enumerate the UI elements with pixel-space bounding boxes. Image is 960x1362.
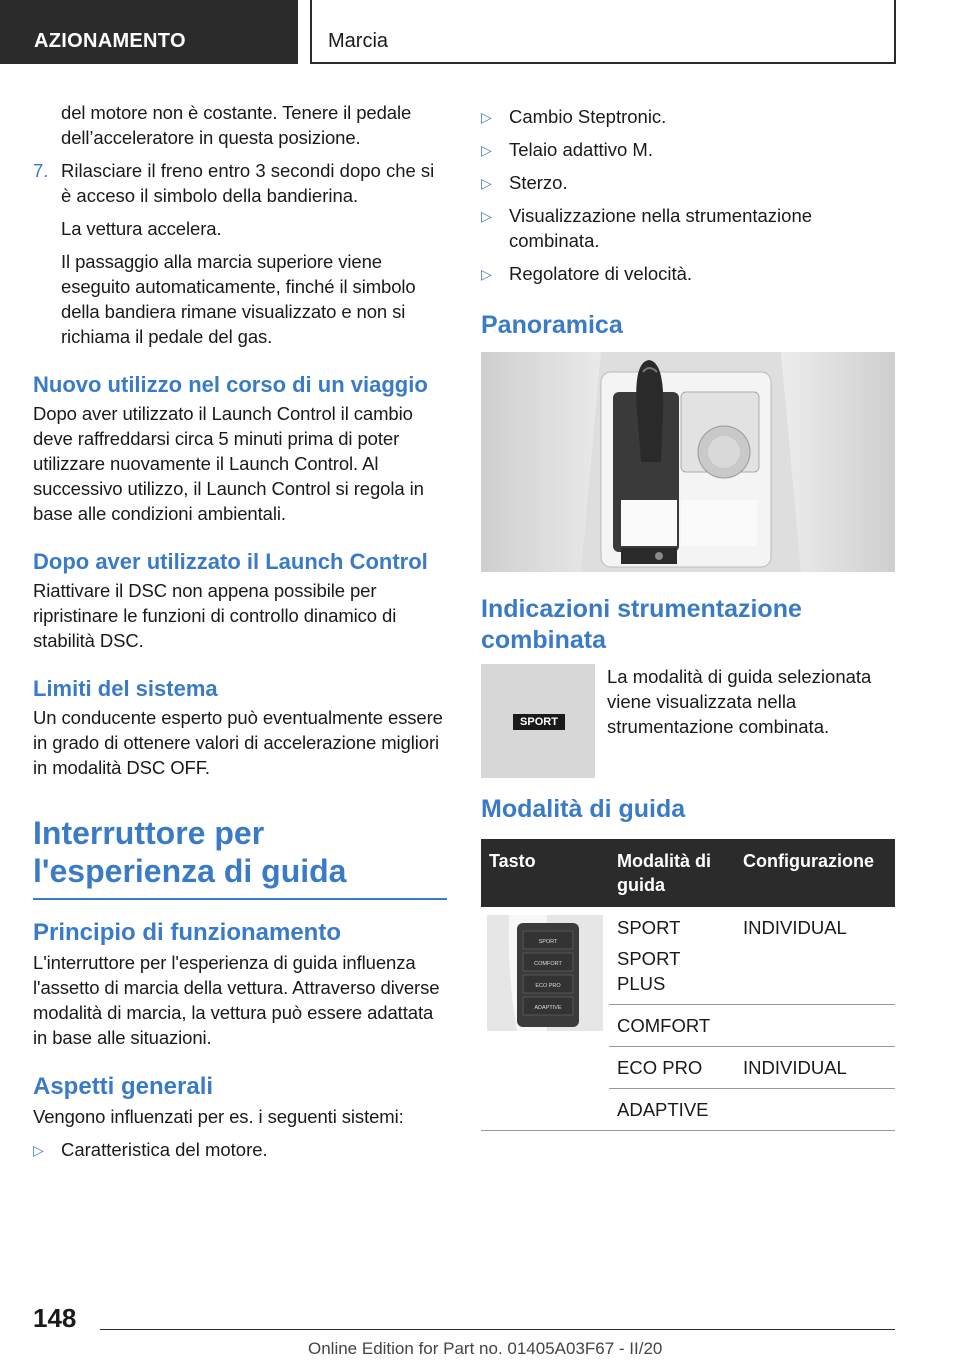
triangle-bullet-icon: ▷ xyxy=(481,142,492,158)
triangle-bullet-icon: ▷ xyxy=(481,208,492,224)
page-header xyxy=(0,0,960,66)
heading-interruttore: Interruttore per l'esperienza di guida xyxy=(33,814,447,900)
table-row xyxy=(481,907,895,1005)
list-item: ▷ Cambio Steptronic. xyxy=(481,104,895,129)
button-label: ADAPTIVE xyxy=(534,1005,562,1011)
triangle-bullet-icon: ▷ xyxy=(481,175,492,191)
left-column xyxy=(33,100,447,1162)
paragraph-nuovo-utilizzo: Dopo aver utilizzato il Launch Control il cambio deve raffreddarsi circa 5 minuti prima di poter utilizzare nuovamente il Launch Control. Al successivo utilizzo, il Launch Control si regola in base alle condizioni ambientali. xyxy=(33,403,424,524)
paragraph-principio: L'interruttore per l'esperienza di guida influenza l'assetto di marcia della vettura. Attraverso diverse modalità di marcia, la vettura può essere adattata in base alle situazioni. xyxy=(33,952,440,1048)
list-item: ▷ Visualizzazione nella strumentazione combinata. xyxy=(481,205,813,251)
step-number: 7. xyxy=(33,160,49,181)
heading-limiti: Limiti del sistema xyxy=(33,676,218,701)
list-item: ▷ Sterzo. xyxy=(481,170,895,195)
config-cell: INDIVIDUAL xyxy=(735,907,895,1005)
heading-panoramica: Panoramica xyxy=(481,311,623,339)
right-column xyxy=(481,100,895,1131)
triangle-bullet-icon: ▷ xyxy=(481,266,492,282)
heading-aspetti: Aspetti generali xyxy=(33,1073,214,1100)
heading-modalita: Modalità di guida xyxy=(481,795,686,823)
paragraph-dopo-launch: Riattivare il DSC non appena possibile per ripristinare le funzioni di controllo dinamico di stabilità DSC. xyxy=(33,580,397,651)
heading-nuovo-utilizzo: Nuovo utilizzo nel corso di un viaggio xyxy=(33,372,428,397)
page-number: 148 xyxy=(33,1303,77,1333)
mode-cell: COMFORT xyxy=(609,1005,735,1047)
button-label: COMFORT xyxy=(534,961,562,967)
list-item: ▷ Caratteristica del motore. xyxy=(33,1137,447,1162)
intro-continuation: del motore non è costante. Tenere il pedale dell’acceleratore in questa posizione. xyxy=(61,102,412,148)
paragraph-limiti: Un conducente esperto può eventualmente essere in grado di ottenere valori di accelerazione migliori in modalità DSC OFF. xyxy=(33,707,443,778)
paragraph-indicazioni: La modalità di guida selezionata viene visualizzata nella strumentazione combinata. xyxy=(607,666,872,737)
step-7-note: Il passaggio alla marcia superiore viene eseguito automaticamente, finché il simbolo della bandiera rimane visualizzato e non si richiama il pedale del gas. xyxy=(61,251,416,347)
triangle-bullet-icon: ▷ xyxy=(481,109,492,125)
paragraph-aspetti: Vengono influenzati per es. i seguenti sistemi: xyxy=(33,1106,404,1127)
config-cell: INDIVIDUAL xyxy=(735,1047,895,1089)
triangle-bullet-icon: ▷ xyxy=(33,1142,44,1158)
column-header: Tasto xyxy=(481,839,609,907)
step-7 xyxy=(33,158,447,208)
drive-mode-switch-illustration xyxy=(487,915,603,1031)
section-tab: AZIONAMENTO xyxy=(0,0,298,64)
heading-indicazioni: Indicazioni strumentazione combinata xyxy=(481,595,802,654)
list-item: ▷ Telaio adattivo M. xyxy=(481,137,895,162)
mode-cell: ECO PRO xyxy=(609,1047,735,1089)
edition-note: Online Edition for Part no. 01405A03F67 - II/20 xyxy=(308,1339,663,1358)
button-label: SPORT xyxy=(538,939,558,945)
chapter-title: Marcia xyxy=(310,0,896,64)
step-text: Rilasciare il freno entro 3 secondi dopo che si è acceso il simbolo della bandierina. xyxy=(61,160,435,206)
config-cell xyxy=(735,1005,895,1047)
column-header: Modalità di guida xyxy=(609,839,735,907)
modes-table xyxy=(481,839,895,1131)
column-header: Configurazione xyxy=(735,839,895,907)
drive-mode-switch-image xyxy=(487,915,603,1031)
heading-principio: Principio di funzionamento xyxy=(33,919,341,946)
heading-dopo-launch: Dopo aver utilizzato il Launch Control xyxy=(33,549,428,574)
combi-display-block xyxy=(481,664,895,778)
step-7-result: La vettura accelera. xyxy=(61,218,222,239)
button-label: ECO PRO xyxy=(535,983,561,989)
instrument-cluster-image xyxy=(481,664,595,778)
table-header-row xyxy=(481,839,895,907)
button-image-cell xyxy=(481,907,609,1131)
mode-cell: ADAPTIVE xyxy=(609,1089,735,1131)
list-item: ▷ Regolatore di velocità. xyxy=(481,261,895,286)
sport-badge: SPORT xyxy=(513,714,565,730)
center-console-illustration xyxy=(481,352,895,572)
center-console-photo xyxy=(481,352,895,572)
config-cell xyxy=(735,1089,895,1131)
footer-divider xyxy=(100,1329,895,1330)
mode-cell: SPORT SPORT PLUS xyxy=(609,907,735,1005)
